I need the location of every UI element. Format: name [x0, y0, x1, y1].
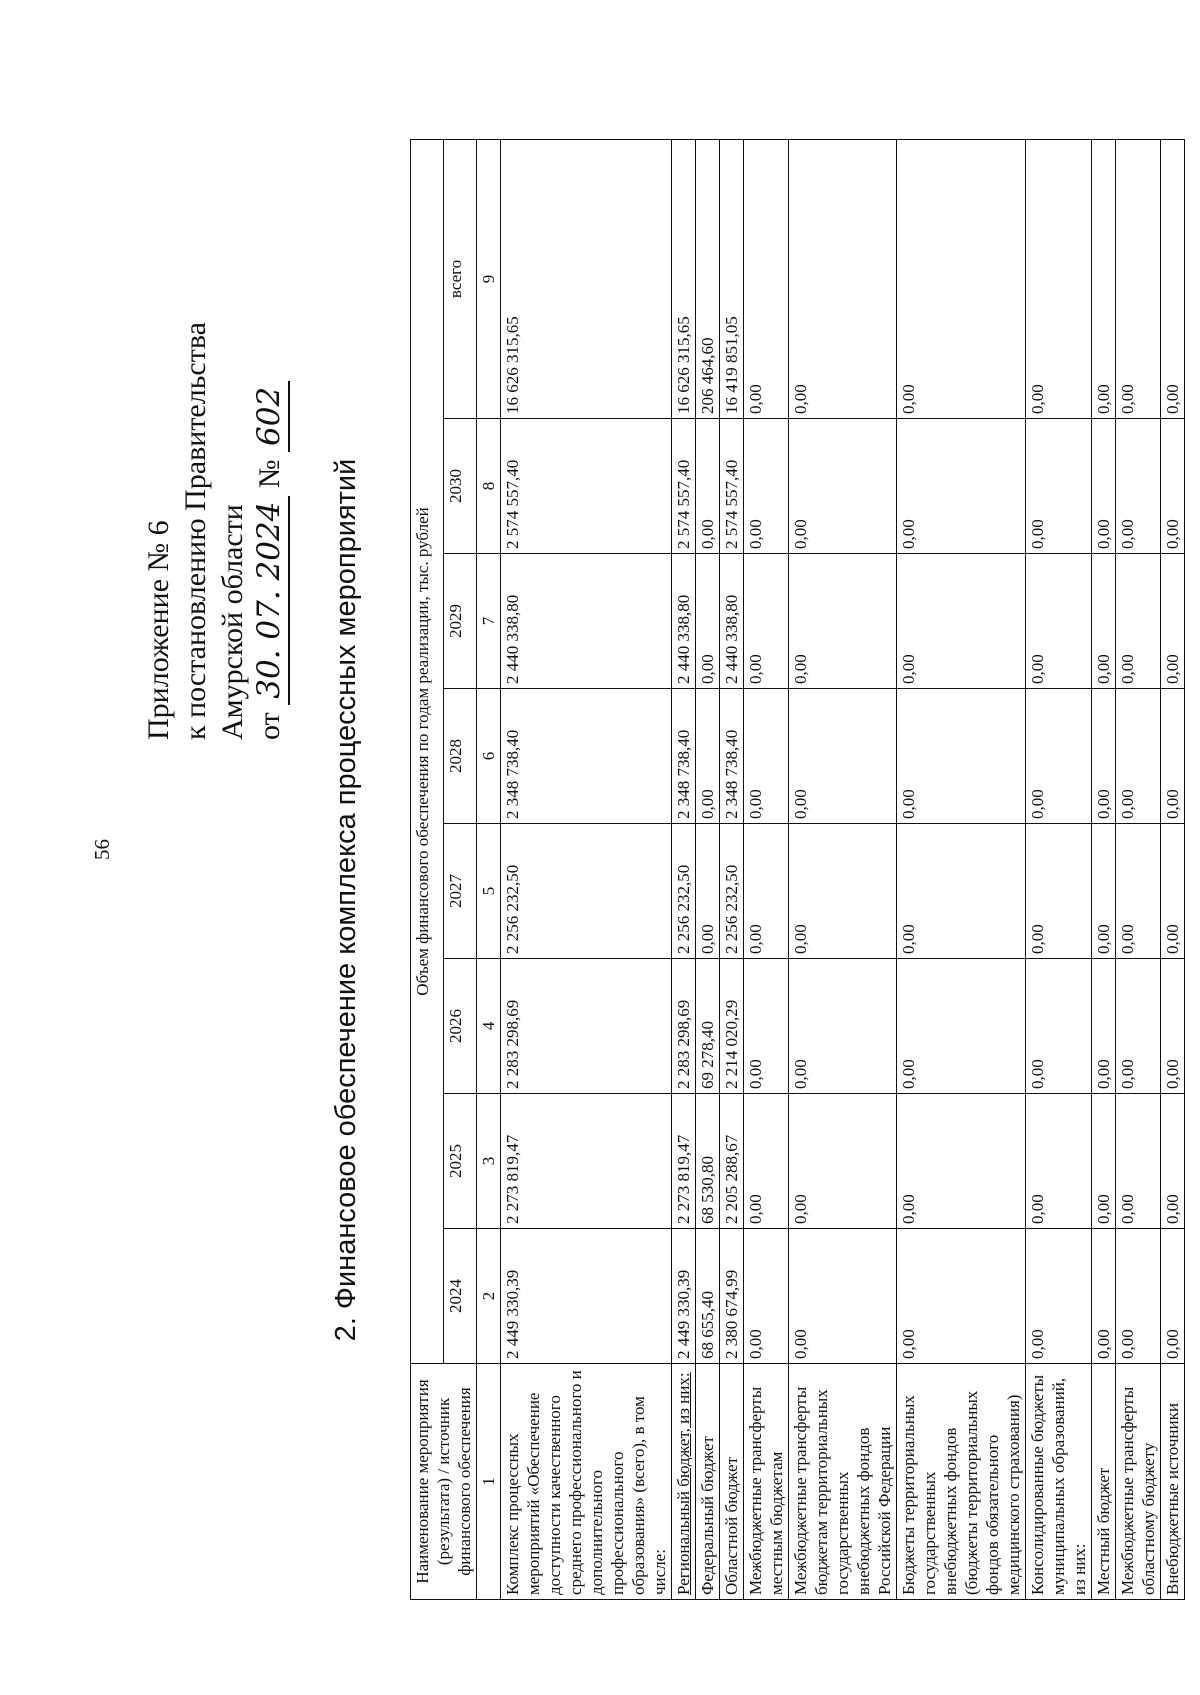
- section-title: 2. Финансовое обеспечение комплекса процессных мероприятий: [330, 458, 362, 1342]
- value-cell: 0,00: [1026, 689, 1092, 824]
- row-name: Межбюджетные трансферты местным бюджетам: [744, 1364, 789, 1600]
- row-name: Областной бюджет: [720, 1364, 744, 1600]
- value-cell: 2 574 557,40: [501, 419, 672, 554]
- column-number: 8: [477, 419, 501, 554]
- value-cell: 0,00: [1026, 824, 1092, 959]
- value-cell: 2 348 738,40: [720, 689, 744, 824]
- value-cell: 2 214 020,29: [720, 959, 744, 1094]
- rotated-page-content: [110, 140, 1182, 1600]
- value-cell: 2 273 819,47: [672, 1094, 696, 1229]
- value-cell: 0,00: [897, 1094, 1026, 1229]
- value-cell: 0,00: [1092, 554, 1116, 689]
- value-cell: 0,00: [696, 419, 720, 554]
- table-row: [789, 139, 897, 1599]
- value-cell: 2 440 338,80: [501, 554, 672, 689]
- year-header: 2027: [444, 824, 477, 959]
- appendix-block: [140, 240, 290, 740]
- page-number: 56: [90, 839, 114, 860]
- row-name: Федеральный бюджет: [696, 1364, 720, 1600]
- total-cell: 16 419 851,05: [720, 139, 744, 418]
- value-cell: 0,00: [1092, 1229, 1116, 1364]
- total-header: всего: [444, 139, 477, 418]
- value-cell: 2 449 330,39: [501, 1229, 672, 1364]
- year-header: 2025: [444, 1094, 477, 1229]
- value-cell: 0,00: [696, 554, 720, 689]
- total-cell: 16 626 315,65: [501, 139, 672, 418]
- value-cell: 0,00: [897, 689, 1026, 824]
- total-cell: 0,00: [789, 139, 897, 418]
- year-header: 2024: [444, 1229, 477, 1364]
- value-cell: 2 256 232,50: [501, 824, 672, 959]
- row-name: Комплекс процессных мероприятий «Обеспечение доступности качественного среднего профессионального и дополнительного профессионального образования» (всего), в том числе:: [501, 1364, 672, 1600]
- value-cell: 0,00: [789, 1094, 897, 1229]
- table-row: [1026, 139, 1092, 1599]
- column-number: 7: [477, 554, 501, 689]
- financial-table: [410, 139, 1185, 1600]
- value-cell: 0,00: [744, 1229, 789, 1364]
- header-name-cell: Наименование мероприятия (результата) / источник финансового обеспечения: [411, 1364, 477, 1600]
- table-row: [672, 139, 696, 1599]
- column-number: 3: [477, 1094, 501, 1229]
- value-cell: 0,00: [1161, 959, 1185, 1094]
- handwritten-date: 30. 07. 2024: [251, 496, 290, 705]
- value-cell: 0,00: [696, 689, 720, 824]
- value-cell: 0,00: [789, 1229, 897, 1364]
- value-cell: 0,00: [1092, 824, 1116, 959]
- column-number: 2: [477, 1229, 501, 1364]
- value-cell: 0,00: [1116, 959, 1161, 1094]
- table-row: [720, 139, 744, 1599]
- value-cell: 0,00: [897, 554, 1026, 689]
- value-cell: 2 449 330,39: [672, 1229, 696, 1364]
- value-cell: 0,00: [1116, 419, 1161, 554]
- total-cell: 0,00: [897, 139, 1026, 418]
- total-cell: 0,00: [1092, 139, 1116, 418]
- value-cell: 0,00: [744, 419, 789, 554]
- value-cell: 0,00: [744, 824, 789, 959]
- value-cell: 0,00: [1092, 689, 1116, 824]
- value-cell: 2 380 674,99: [720, 1229, 744, 1364]
- year-header: 2026: [444, 959, 477, 1094]
- table-row: [501, 139, 672, 1599]
- column-number: 6: [477, 689, 501, 824]
- appendix-date-line: [251, 240, 290, 740]
- table-row: [1092, 139, 1116, 1599]
- appendix-decree: к постановлению Правительства: [179, 322, 212, 740]
- table-row: [1116, 139, 1161, 1599]
- value-cell: 0,00: [789, 959, 897, 1094]
- appendix-region: Амурской области: [216, 504, 249, 740]
- total-cell: 0,00: [1026, 139, 1092, 418]
- date-prefix: от: [253, 712, 286, 740]
- value-cell: 0,00: [789, 824, 897, 959]
- value-cell: 0,00: [1116, 1094, 1161, 1229]
- column-number: 9: [477, 139, 501, 418]
- value-cell: 0,00: [897, 1229, 1026, 1364]
- table-row: [696, 139, 720, 1599]
- value-cell: 0,00: [1026, 1094, 1092, 1229]
- number-prefix: №: [253, 459, 286, 489]
- column-number: 1: [477, 1364, 501, 1600]
- value-cell: 2 440 338,80: [720, 554, 744, 689]
- value-cell: 2 256 232,50: [672, 824, 696, 959]
- value-cell: 68 655,40: [696, 1229, 720, 1364]
- appendix-number: Приложение № 6: [142, 520, 175, 740]
- value-cell: 0,00: [1026, 1229, 1092, 1364]
- value-cell: 0,00: [1161, 1094, 1185, 1229]
- value-cell: 0,00: [696, 824, 720, 959]
- value-cell: 0,00: [1116, 824, 1161, 959]
- total-cell: 0,00: [1161, 139, 1185, 418]
- value-cell: 2 348 738,40: [672, 689, 696, 824]
- total-cell: 206 464,60: [696, 139, 720, 418]
- header-volume-cell: Объем финансового обеспечения по годам реализации, тыс. рублей: [411, 139, 444, 1363]
- value-cell: 0,00: [1161, 689, 1185, 824]
- value-cell: 2 283 298,69: [672, 959, 696, 1094]
- value-cell: 69 278,40: [696, 959, 720, 1094]
- value-cell: 0,00: [744, 689, 789, 824]
- value-cell: 2 273 819,47: [501, 1094, 672, 1229]
- value-cell: 2 440 338,80: [672, 554, 696, 689]
- value-cell: 2 283 298,69: [501, 959, 672, 1094]
- value-cell: 0,00: [744, 1094, 789, 1229]
- value-cell: 0,00: [897, 959, 1026, 1094]
- column-number: 5: [477, 824, 501, 959]
- year-header: 2030: [444, 419, 477, 554]
- column-number: 4: [477, 959, 501, 1094]
- value-cell: 2 574 557,40: [672, 419, 696, 554]
- value-cell: 2 205 288,67: [720, 1094, 744, 1229]
- value-cell: 0,00: [789, 419, 897, 554]
- value-cell: 0,00: [1026, 554, 1092, 689]
- handwritten-number: 602: [251, 381, 290, 452]
- value-cell: 0,00: [1116, 689, 1161, 824]
- column-number-row: [477, 139, 501, 1599]
- value-cell: 0,00: [1161, 824, 1185, 959]
- table-row: [744, 139, 789, 1599]
- value-cell: 2 256 232,50: [720, 824, 744, 959]
- value-cell: 2 574 557,40: [720, 419, 744, 554]
- value-cell: 0,00: [1026, 959, 1092, 1094]
- value-cell: 0,00: [1161, 1229, 1185, 1364]
- value-cell: 68 530,80: [696, 1094, 720, 1229]
- total-cell: 0,00: [1116, 139, 1161, 418]
- value-cell: 0,00: [1092, 1094, 1116, 1229]
- header-row-top: [411, 139, 444, 1599]
- table-row: [1161, 139, 1185, 1599]
- value-cell: 0,00: [789, 689, 897, 824]
- value-cell: 0,00: [744, 554, 789, 689]
- row-name: Внебюджетные источники: [1161, 1364, 1185, 1600]
- row-name: Консолидированные бюджеты муниципальных образований, из них:: [1026, 1364, 1092, 1600]
- value-cell: 0,00: [897, 419, 1026, 554]
- value-cell: 0,00: [1161, 419, 1185, 554]
- total-cell: 16 626 315,65: [672, 139, 696, 418]
- value-cell: 0,00: [789, 554, 897, 689]
- value-cell: 0,00: [1092, 419, 1116, 554]
- year-header: 2029: [444, 554, 477, 689]
- value-cell: 0,00: [1092, 959, 1116, 1094]
- row-name: Межбюджетные трансферты областному бюджету: [1116, 1364, 1161, 1600]
- row-name: Межбюджетные трансферты бюджетам территориальных государственных внебюджетных фондов Российской Федерации: [789, 1364, 897, 1600]
- table-row: [897, 139, 1026, 1599]
- value-cell: 2 348 738,40: [501, 689, 672, 824]
- value-cell: 0,00: [1116, 554, 1161, 689]
- year-header: 2028: [444, 689, 477, 824]
- value-cell: 0,00: [1026, 419, 1092, 554]
- row-name: Местный бюджет: [1092, 1364, 1116, 1600]
- row-name: Региональный бюджет, из них:: [672, 1364, 696, 1600]
- value-cell: 0,00: [897, 824, 1026, 959]
- value-cell: 0,00: [1161, 554, 1185, 689]
- total-cell: 0,00: [744, 139, 789, 418]
- value-cell: 0,00: [1116, 1229, 1161, 1364]
- row-name: Бюджеты территориальных государственных внебюджетных фондов (бюджеты территориальных фондов обязательного медицинского страхования): [897, 1364, 1026, 1600]
- value-cell: 0,00: [744, 959, 789, 1094]
